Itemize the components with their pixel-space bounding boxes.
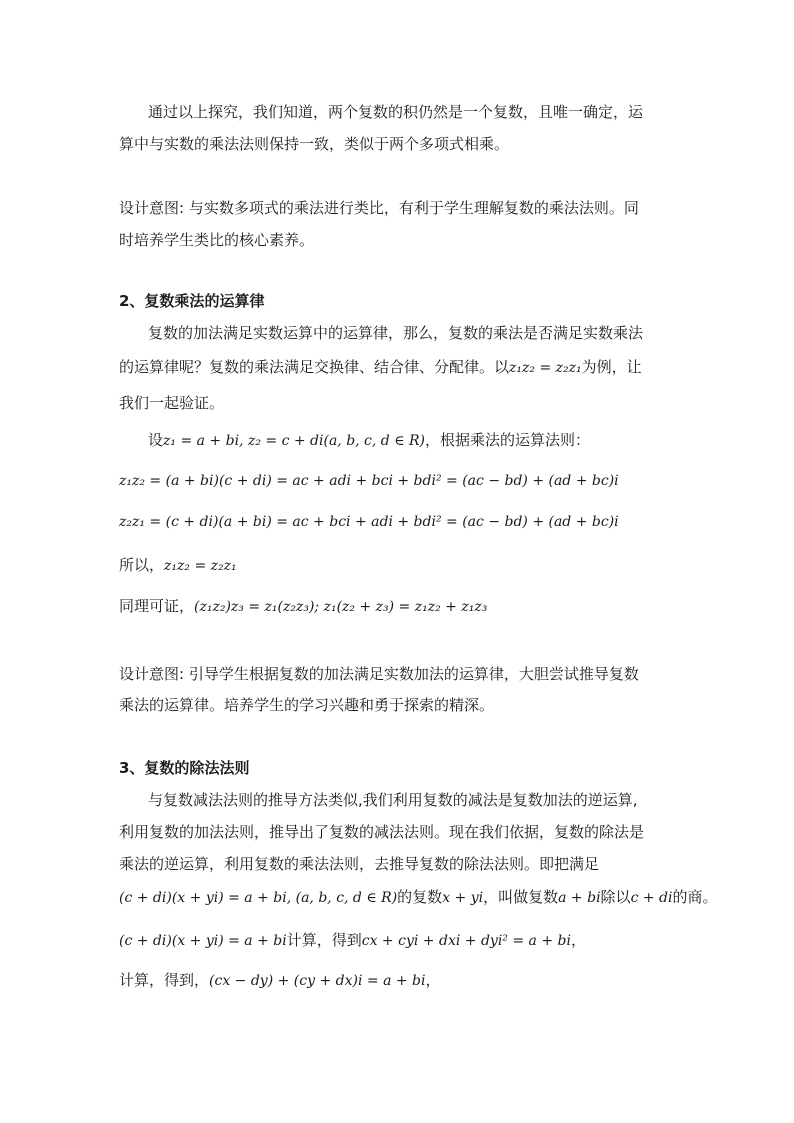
text-fragment: ，叫做复数 [483,888,559,906]
section3-line4 [119,887,718,908]
quotient-formula: x + yi [442,890,484,906]
para1-line2: 算中与实数的乘法法则保持一致，类似于两个多项式相乘。 [119,135,510,153]
section2-heading: 2、复数乘法的运算律 [119,292,265,310]
expanded-equation: cx + cyi + dxi + dyi² = a + bi [361,933,571,949]
text-fragment: ， [570,931,586,949]
section3-heading: 3、复数的除法法则 [119,759,250,777]
equation-z1z2: z₁z₂ = (a + bi)(c + di) = ac + adi + bci + bdi² = (ac − bd) + (ad + bc)i [119,473,619,489]
section2-line1: 复数的加法满足实数运算中的运算律，那么，复数的乘法是否满足实数乘法 [148,324,644,342]
section2-setup [148,430,590,451]
setup-prefix: 设 [148,431,164,449]
design-intent-2-line2: 乘法的运算律。培养学生的学习兴趣和勇于探索的精深。 [119,696,495,714]
text-fragment: 的复数 [397,888,443,906]
section3-line2: 利用复数的加法法则，推导出了复数的减法法则。现在我们依据，复数的除法是 [119,823,645,841]
conclusion-formula: z₁z₂ = z₂z₁ [164,558,237,574]
division-definition-formula: (c + di)(x + yi) = a + bi, (a, b, c, d ∈ R) [119,890,398,906]
section3-line6 [119,970,441,991]
associative-distributive-formula: (z₁z₂)z₃ = z₁(z₂z₃); z₁(z₂ + z₃) = z₁z₂ + z₁z₃ [194,599,488,615]
text-fragment: ， [425,971,441,989]
conclusion-line [119,555,237,576]
section2-line3: 我们一起验证。 [119,394,225,412]
grouped-equation: (cx − dy) + (cy + dx)i = a + bi [209,973,426,989]
text-fragment: 计算，得到， [119,971,210,989]
setup-formula: z₁ = a + bi, z₂ = c + di(a, b, c, d ∈ R) [163,433,426,449]
similar-proof-line [119,596,487,617]
conclusion-prefix: 所以， [119,556,165,574]
section3-line1: 与复数减法法则的推导方法类似,我们利用复数的减法是复数加法的逆运算, [148,791,638,809]
similar-prefix: 同理可证， [119,597,195,615]
section2-line2-text: 的运算律呢？复数的乘法满足交换律、结合律、分配律。以 [119,358,510,376]
text-fragment: 除以 [600,888,631,906]
product-equation: (c + di)(x + yi) = a + bi [119,933,287,949]
design-intent-1-line2: 时培养学生类比的核心素养。 [119,231,315,249]
commutative-formula: z₁z₂ = z₂z₁ [509,360,582,376]
section3-line5 [119,930,586,951]
section2-line2 [119,357,642,378]
design-intent-1-line1: 设计意图: 与实数多项式的乘法进行类比，有利于学生理解复数的乘法法则。同 [119,199,639,217]
para1-line1: 通过以上探究，我们知道，两个复数的积仍然是一个复数，且唯一确定，运 [148,103,644,121]
divisor-formula: c + di [630,890,673,906]
equation-z2z1: z₂z₁ = (c + di)(a + bi) = ac + bci + adi + bdi² = (ac − bd) + (ad + bc)i [119,514,619,530]
text-fragment: 的商。 [672,888,718,906]
section3-line3: 乘法的逆运算，利用复数的乘法法则，去推导复数的除法法则。即把满足 [119,855,600,873]
text-fragment: 计算，得到 [286,931,362,949]
dividend-formula: a + bi [558,890,601,906]
design-intent-2-line1: 设计意图: 引导学生根据复数的加法满足实数加法的运算律，大胆尝试推导复数 [119,665,639,683]
setup-tail: ，根据乘法的运算法则： [425,431,591,449]
section2-line2-tail: 为例，让 [581,358,642,376]
